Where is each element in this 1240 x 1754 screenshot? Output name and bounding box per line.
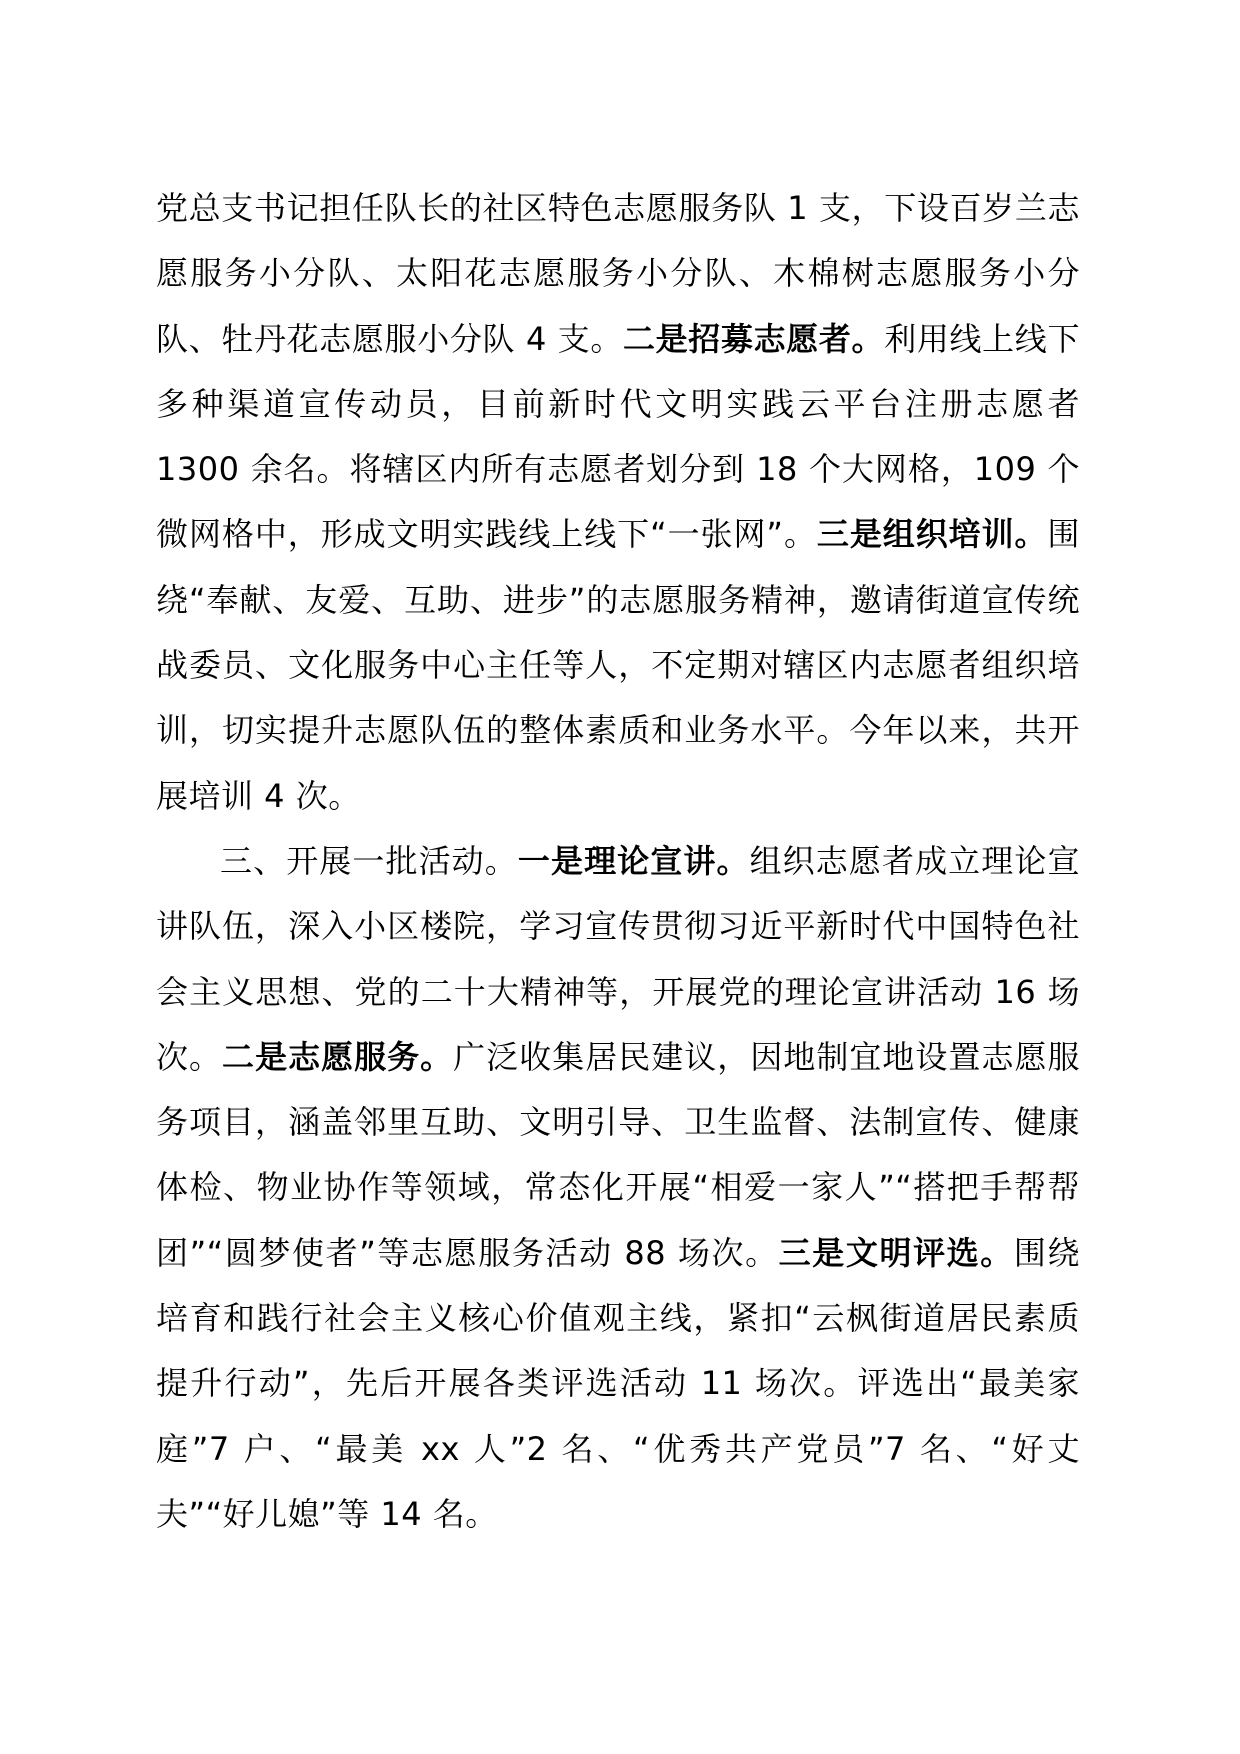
text-run: 广泛收集居民建议，因地制宜地设置志愿服务项目，涵盖邻里互助、文明引导、卫生监督、法制宣传、健康体检、物业协作等领域，常态化开展“相爱一家人”“搭把手帮帮团”“圆梦使者”等志愿服务活动 88 场次。 — [156, 1037, 1080, 1272]
bold-heading-organize-training: 三是组织培训。 — [816, 515, 1048, 554]
document-body — [156, 176, 1080, 1547]
paragraph-activities — [156, 829, 1080, 1547]
bold-heading-volunteer-service: 二是志愿服务。 — [222, 1037, 454, 1076]
text-run: 组织志愿者成立理论宣讲队伍，深入小区楼院，学习宣传贯彻习近平新时代中国特色社会主义思想、党的二十大精神等，开展党的理论宣讲活动 16 场次。 — [156, 841, 1080, 1076]
text-run: 围绕“奉献、友爱、互助、进步”的志愿服务精神，邀请街道宣传统战委员、文化服务中心主任等人，不定期对辖区内志愿者组织培训，切实提升志愿队伍的整体素质和业务水平。今年以来，共开展培训 4 次。 — [156, 515, 1080, 815]
section-heading: 三、开展一批活动。 — [220, 841, 518, 880]
paragraph-volunteer-teams — [156, 176, 1080, 829]
bold-heading-civility-selection: 三是文明评选。 — [778, 1233, 1014, 1272]
text-run: 围绕培育和践行社会主义核心价值观主线，紧扣“云枫街道居民素质提升行动”，先后开展各类评选活动 11 场次。评选出“最美家庭”7 户、“最美 xx 人”2 名、“优秀共产党员”7 名、“好丈夫”“好儿媳”等 14 名。 — [156, 1233, 1080, 1533]
bold-heading-theory-lectures: 一是理论宣讲。 — [517, 841, 750, 880]
text-run: 党总支书记担任队长的社区特色志愿服务队 1 支，下设百岁兰志愿服务小分队、太阳花志愿服务小分队、木棉树志愿服务小分队、牡丹花志愿服小分队 4 支。 — [156, 189, 1080, 358]
text-run: 利用线上线下多种渠道宣传动员，目前新时代文明实践云平台注册志愿者 1300 余名。将辖区内所有志愿者划分到 18 个大网格，109 个微网格中，形成文明实践线上线下“一张网”。 — [156, 319, 1080, 554]
bold-heading-recruit-volunteers: 二是招募志愿者。 — [622, 319, 885, 358]
